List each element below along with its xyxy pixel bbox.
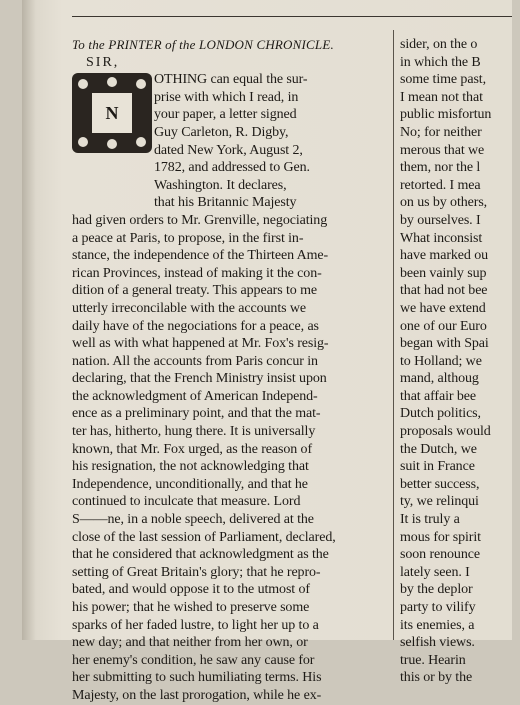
letter-line: the acknowledgment of American Independ- xyxy=(72,388,318,404)
letter-salutation: SIR, xyxy=(86,54,120,70)
right-column-line: Dutch politics, xyxy=(400,406,481,422)
letter-line: your paper, a letter signed xyxy=(154,107,297,123)
right-column-line: its enemies, a xyxy=(400,617,475,633)
right-column xyxy=(400,36,520,687)
right-column-body xyxy=(400,36,520,687)
letter-line: rican Provinces, instead of making it the con- xyxy=(72,265,322,281)
right-column-line: better success, xyxy=(400,476,480,492)
right-column-line: merous that we xyxy=(400,142,485,158)
right-column-line: proposals would xyxy=(400,424,491,440)
letter-line: continued to inculcate that measure. Lord xyxy=(72,494,301,510)
right-column-line: began with Spai xyxy=(400,336,489,352)
letter-line: declaring, that the French Ministry insist upon xyxy=(72,371,327,387)
letter-address: To the PRINTER of the LONDON CHRONICLE. xyxy=(72,37,334,52)
right-column-line: in which the B xyxy=(400,54,481,70)
right-column-line: selfish views. xyxy=(400,635,475,651)
right-column-line: true. Hearin xyxy=(400,652,466,668)
top-rule xyxy=(72,16,512,17)
column-rule xyxy=(393,30,394,640)
right-column-line: lately seen. I xyxy=(400,564,470,580)
letter-line: Independence, unconditionally, and that he xyxy=(72,476,308,492)
letter-column xyxy=(72,36,387,705)
drop-cap-letter: N xyxy=(90,91,134,135)
letter-line: new day; and that neither from her own, or xyxy=(72,635,308,651)
letter-line: setting of Great Britain's glory; that he repro- xyxy=(72,564,321,580)
letter-line: had given orders to Mr. Grenville, negociating xyxy=(72,212,328,228)
letter-line: ter has, hitherto, hung there. It is universally xyxy=(72,424,316,440)
letter-line: Washington. It declares, xyxy=(154,177,287,193)
letter-line: known, that Mr. Fox urged, as the reason of xyxy=(72,441,313,457)
letter-line: nation. All the accounts from Paris concur in xyxy=(72,353,318,369)
letter-line: daily have of the negociations for a peace, as xyxy=(72,318,319,334)
right-column-line: them, nor the l xyxy=(400,160,481,176)
letter-line: his power; that he wished to preserve some xyxy=(72,600,310,615)
letter-line: stance, the independence of the Thirteen Ame- xyxy=(72,248,329,264)
right-column-line: mand, althoug xyxy=(400,371,479,387)
letter-line: her enemy's condition, he saw any cause for xyxy=(72,652,315,668)
right-column-line: one of our Euro xyxy=(400,318,487,334)
right-column-line: by ourselves. I xyxy=(400,212,481,228)
right-column-line: mous for spirit xyxy=(400,529,481,545)
right-column-line: sider, on the o xyxy=(400,37,478,52)
right-column-line: have marked ou xyxy=(400,248,489,264)
letter-line: well as with what happened at Mr. Fox's resig- xyxy=(72,336,329,352)
letter-line: S——ne, in a noble speech, delivered at the xyxy=(72,512,314,528)
letter-line: sparks of her faded lustre, to light her up to a xyxy=(72,617,319,633)
letter-body xyxy=(72,71,387,704)
letter-line: his resignation, the not acknowledging that xyxy=(72,459,309,475)
letter-line: dition of a general treaty. This appears to me xyxy=(72,283,317,299)
right-column-line: I mean not that xyxy=(400,89,483,105)
right-column-line: What inconsist xyxy=(400,230,483,246)
right-column-line: this or by the xyxy=(400,670,473,686)
right-column-line: party to vilify xyxy=(400,600,476,615)
letter-line: 1782, and addressed to Gen. xyxy=(154,160,310,176)
letter-line: OTHING can equal the sur- xyxy=(154,72,308,88)
right-column-line: on us by others, xyxy=(400,195,488,211)
right-column-line: the Dutch, we xyxy=(400,441,477,457)
right-column-line: that had not bee xyxy=(400,283,488,299)
letter-line: that his Britannic Majesty xyxy=(154,195,297,211)
letter-line: bated, and would oppose it to the utmost of xyxy=(72,582,310,598)
letter-line: Guy Carleton, R. Digby, xyxy=(154,124,289,140)
right-column-line: It is truly a xyxy=(400,512,460,528)
letter-line: prise with which I read, in xyxy=(154,89,299,105)
right-column-line: we have extend xyxy=(400,300,486,316)
right-column-line: retorted. I mea xyxy=(400,177,481,193)
right-column-line: No; for neither xyxy=(400,124,482,140)
letter-line: that he considered that acknowledgment as the xyxy=(72,547,329,563)
right-column-line: to Holland; we xyxy=(400,353,482,369)
letter-line: dated New York, August 2, xyxy=(154,142,303,158)
right-column-line: some time past, xyxy=(400,72,486,88)
letter-line: Majesty, on the last prorogation, while he ex- xyxy=(72,687,322,703)
letter-line: her submitting to such humiliating terms. His xyxy=(72,670,322,686)
letter-line: close of the last session of Parliament, declared, xyxy=(72,529,336,545)
letter-line: ence as a preliminary point, and that the mat- xyxy=(72,406,321,422)
right-column-line: by the deplor xyxy=(400,582,473,598)
right-column-line: that affair bee xyxy=(400,388,476,404)
right-column-line: public misfortun xyxy=(400,107,492,123)
right-column-line: soon renounce xyxy=(400,547,480,563)
letter-line: a peace at Paris, to propose, in the first in- xyxy=(72,230,304,246)
newspaper-page xyxy=(22,0,512,703)
right-column-line: suit in France xyxy=(400,459,475,475)
right-column-line: been vainly sup xyxy=(400,265,487,281)
right-column-line: ty, we relinqui xyxy=(400,494,479,510)
letter-line: utterly irreconcilable with the accounts we xyxy=(72,300,306,316)
